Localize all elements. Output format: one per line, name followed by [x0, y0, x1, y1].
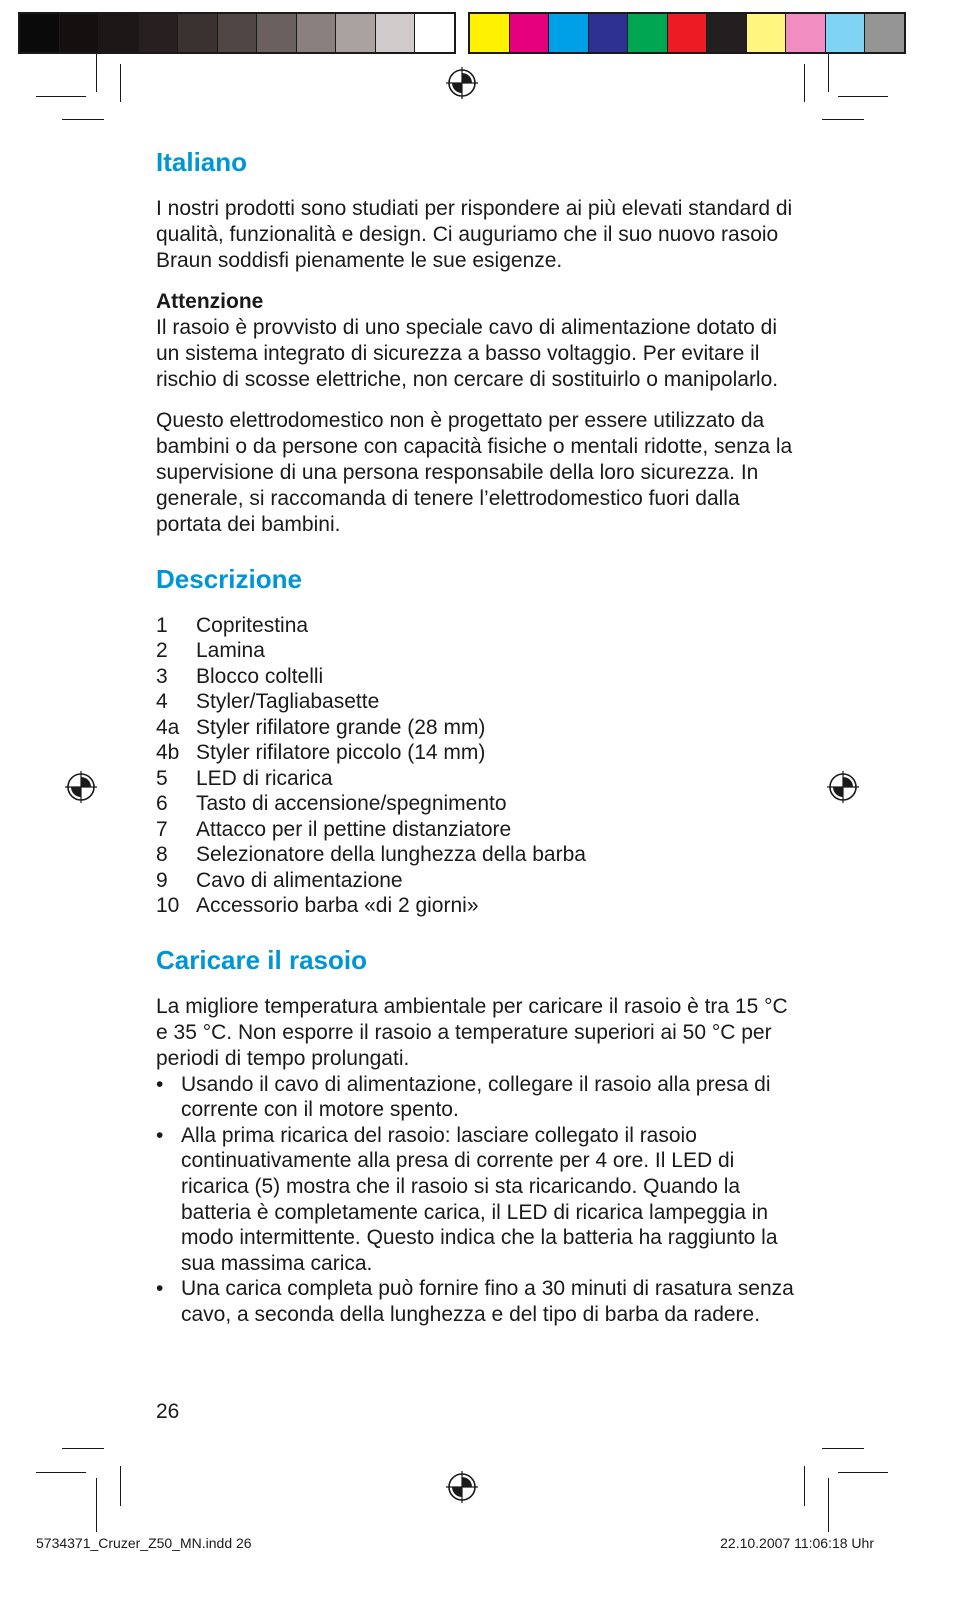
part-number: 3	[156, 664, 168, 688]
warning-paragraph: Il rasoio è provvisto di uno speciale cavo di alimentazione dotato di un sistema integrato di sicurezza a basso voltaggio. Per evitare il rischio di scosse elettriche, non cercare di sostituirlo o manipolarlo.	[156, 315, 779, 391]
section-title-italiano: Italiano	[156, 147, 248, 177]
crop-mark	[804, 64, 805, 102]
part-number: 4a	[156, 715, 180, 739]
color-swatch	[668, 14, 708, 52]
parts-list	[156, 613, 796, 919]
crop-mark	[822, 119, 864, 120]
crop-mark	[96, 1478, 97, 1532]
color-swatch	[549, 14, 589, 52]
page-number: 26	[156, 1400, 180, 1423]
part-number: 8	[156, 843, 168, 867]
list-item	[156, 638, 796, 664]
charging-intro-paragraph: La migliore temperatura ambientale per caricare il rasoio è tra 15 °C e 35 °C. Non esporre il rasoio a temperature superiori ai 50 °C per periodi di tempo prolungati.	[156, 994, 788, 1070]
color-swatch	[257, 14, 297, 52]
list-item: • Alla prima ricarica del rasoio: lasciare collegato il rasoio continuativamente alla presa di corrente per 4 ore. Il LED di ricarica (5) mostra che il rasoio si sta ricaricando. Quando la batteria è completamente carica, il LED di ricarica lampeggia in modo intermittente. Questo indica che la batteria ha raggiunto la sua massima carica.	[156, 1123, 796, 1277]
section-italiano	[156, 148, 796, 538]
list-item	[156, 842, 796, 868]
part-label: Styler rifilatore grande (28 mm)	[196, 715, 486, 739]
part-number: 9	[156, 868, 168, 892]
color-swatch	[60, 14, 100, 52]
color-swatch	[865, 14, 904, 52]
safety-paragraph: Questo elettrodomestico non è progettato per essere utilizzato da bambini o da persone con capacità fisiche o mentali ridotte, senza la supervisione di una persona responsabile della loro sicurezza. In generale, si raccomanda di tenere l’elettrodomestico fuori dalla portata dei bambini.	[156, 408, 793, 536]
section-title-descrizione: Descrizione	[156, 563, 302, 594]
color-swatch	[218, 14, 258, 52]
color-swatch	[336, 14, 376, 52]
warning-title: Attenzione	[156, 289, 264, 313]
part-number: 6	[156, 792, 168, 816]
part-number: 10	[156, 894, 180, 918]
part-number: 4	[156, 690, 168, 714]
list-item	[156, 613, 796, 639]
section-descrizione	[156, 565, 796, 919]
registration-mark-icon	[445, 1470, 479, 1504]
part-label: Cavo di alimentazione	[196, 868, 403, 892]
color-swatch	[707, 14, 747, 52]
color-swatch	[139, 14, 179, 52]
section-title-caricare: Caricare il rasoio	[156, 944, 367, 975]
charging-bullet-list	[156, 1072, 796, 1328]
crop-mark	[36, 96, 86, 97]
footer-file-info: 5734371_Cruzer_Z50_MN.indd 26	[36, 1535, 252, 1551]
list-item	[156, 689, 796, 715]
part-label: Blocco coltelli	[196, 664, 324, 688]
list-item: • Una carica completa può fornire fino a 30 minuti di rasatura senza cavo, a seconda della lunghezza e del tipo di barba da radere.	[156, 1276, 796, 1327]
color-swatch	[99, 14, 139, 52]
list-item	[156, 715, 796, 741]
part-number: 1	[156, 613, 168, 637]
color-swatch	[786, 14, 826, 52]
registration-mark-icon	[445, 66, 479, 100]
crop-mark	[62, 1448, 104, 1449]
part-label: Tasto di accensione/spegnimento	[196, 792, 507, 816]
part-label: Selezionatore della lunghezza della barba	[196, 843, 586, 867]
page-content	[156, 148, 796, 1328]
list-item: • Usando il cavo di alimentazione, collegare il rasoio alla presa di corrente con il motore spento.	[156, 1072, 796, 1123]
part-label: LED di ricarica	[196, 766, 333, 790]
crop-mark	[838, 96, 888, 97]
list-item	[156, 766, 796, 792]
part-label: Attacco per il pettine distanziatore	[196, 817, 512, 841]
color-swatch	[178, 14, 218, 52]
color-swatch	[470, 14, 510, 52]
part-number: 2	[156, 639, 168, 663]
part-label: Styler rifilatore piccolo (14 mm)	[196, 741, 486, 765]
crop-mark	[804, 1466, 805, 1506]
crop-mark	[838, 1472, 888, 1473]
crop-mark	[120, 64, 121, 102]
part-label: Accessorio barba «di 2 giorni»	[196, 894, 479, 918]
list-item	[156, 664, 796, 690]
crop-mark	[828, 1478, 829, 1532]
crop-mark	[822, 1448, 864, 1449]
color-calibration-bar-right	[468, 12, 906, 54]
color-swatch	[20, 14, 60, 52]
part-label: Lamina	[196, 639, 265, 663]
section-caricare	[156, 946, 796, 1328]
list-item	[156, 817, 796, 843]
color-swatch	[628, 14, 668, 52]
registration-mark-icon	[826, 770, 860, 804]
part-label: Styler/Tagliabasette	[196, 690, 380, 714]
list-item	[156, 740, 796, 766]
crop-mark	[120, 1466, 121, 1506]
part-number: 4b	[156, 741, 180, 765]
list-item	[156, 893, 796, 919]
crop-mark	[828, 54, 829, 92]
registration-mark-icon	[64, 770, 98, 804]
part-number: 5	[156, 766, 168, 790]
footer-timestamp: 22.10.2007 11:06:18 Uhr	[720, 1535, 874, 1551]
intro-paragraph: I nostri prodotti sono studiati per rispondere ai più elevati standard di qualità, funzionalità e design. Ci auguriamo che il suo nuovo rasoio Braun soddisfi pienamente le sue esigenze.	[156, 196, 793, 272]
color-swatch	[747, 14, 787, 52]
crop-mark	[62, 119, 104, 120]
color-calibration-bar-left	[18, 12, 456, 54]
part-number: 7	[156, 817, 168, 841]
part-label: Copritestina	[196, 613, 309, 637]
color-swatch	[415, 14, 454, 52]
list-item	[156, 791, 796, 817]
color-swatch	[297, 14, 337, 52]
color-swatch	[826, 14, 866, 52]
crop-mark	[36, 1472, 86, 1473]
color-swatch	[376, 14, 416, 52]
list-item	[156, 868, 796, 894]
color-swatch	[510, 14, 550, 52]
crop-mark	[96, 54, 97, 92]
color-swatch	[589, 14, 629, 52]
